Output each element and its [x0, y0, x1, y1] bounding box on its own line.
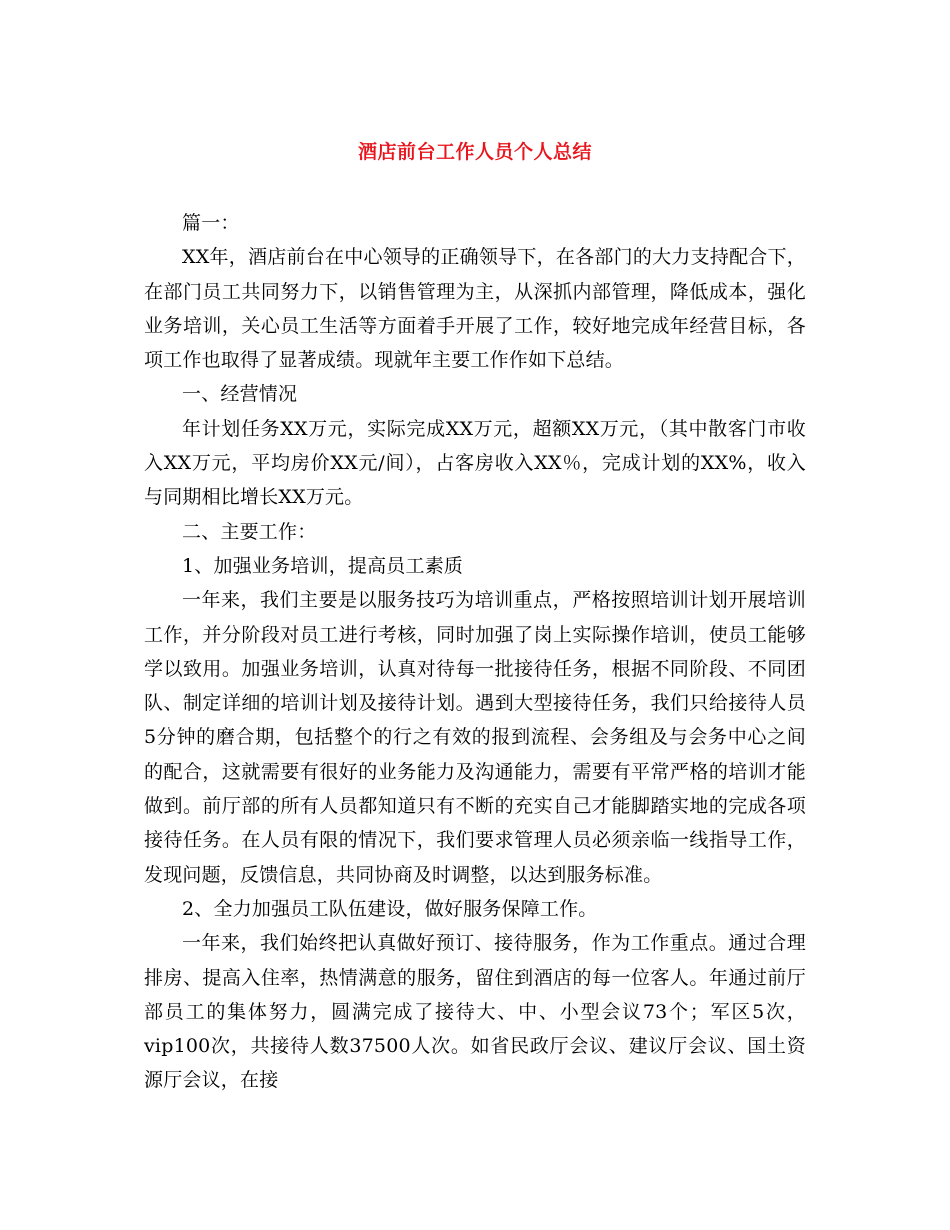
- subheading-team-building: 2、全力加强员工队伍建设，做好服务保障工作。: [182, 897, 598, 920]
- paragraph-team-building: 一年来，我们始终把认真做好预订、接待服务，作为工作重点。通过合理排房、提高入住率，热情满意的服务，留住到酒店的每一位客人。年通过前厅部员工的集体努力，圆满完成了接待大、中、小型会议73个；军区5次，vip100次，共接待人数37500人次。如省民政厅会议、建议厅会议、国土资源厅会议，在接: [144, 932, 806, 1092]
- paragraph-training: 一年来，我们主要是以服务技巧为培训重点，严格按照培训计划开展培训工作，并分阶段对员工进行考核，同时加强了岗上实际操作培训，使员工能够学以致用。加强业务培训，认真对待每一批接待任务，根据不同阶段、不同团队、制定详细的培训计划及接待计划。遇到大型接待任务，我们只给接待人员5分钟的磨合期，包括整个的行之有效的报到流程、会务组及与会务中心之间的配合，这就需要有很好的业务能力及沟通能力，需要有平常严格的培训才能做到。前厅部的所有人员都知道只有不断的充实自己才能脚踏实地的完成各项接待任务。在人员有限的情况下，我们要求管理人员必须亲临一线指导工作，发现问题，反馈信息，共同协商及时调整，以达到服务标准。: [144, 589, 806, 886]
- document-body: [144, 206, 806, 1098]
- paragraph-section-label: 篇一：: [182, 212, 240, 234]
- heading-main-work: 二、主要工作：: [182, 520, 317, 543]
- paragraph-intro: XX年，酒店前台在中心领导的正确领导下，在各部门的大力支持配合下，在部门员工共同努力下，以销售管理为主，从深抓内部管理，降低成本，强化业务培训，关心员工生活等方面着手开展了工作，较好地完成年经营目标，各项工作也取得了显著成绩。现就年主要工作作如下总结。: [144, 246, 806, 372]
- document-title: 酒店前台工作人员个人总结: [357, 141, 592, 163]
- heading-business-status: 一、经营情况: [182, 383, 298, 406]
- subheading-training: 1、加强业务培训，提高员工素质: [182, 554, 464, 577]
- paragraph-business-status: 年计划任务XX万元，实际完成XX万元，超额XX万元，（其中散客门市收入XX万元，平均房价XX元/间），占客房收入XX％，完成计划的XX%，收入与同期相比增长XX万元。: [144, 417, 806, 509]
